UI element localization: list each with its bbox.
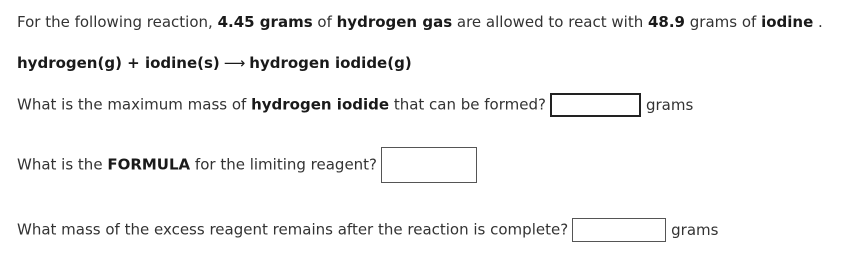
intro-text-mid3: grams of (685, 13, 762, 31)
iodine-mass: 48.9 (647, 13, 685, 31)
excess-mass-input[interactable] (572, 218, 666, 242)
reaction-equation (17, 53, 412, 73)
max-mass-input[interactable] (550, 93, 641, 117)
q2-text-post: for the limiting reagent? (190, 155, 378, 174)
reaction-arrow-icon: ⟶ (223, 54, 246, 72)
q1-text-bold: hydrogen iodide (251, 95, 390, 114)
question-max-mass (17, 93, 693, 117)
q1-unit-label: grams (645, 96, 694, 114)
q1-text-post: that can be formed? (389, 95, 546, 114)
intro-text-mid2: are allowed to react with (452, 13, 648, 31)
question-excess-mass (17, 218, 718, 242)
intro-text-mid1: of (312, 13, 337, 31)
problem-statement (17, 12, 823, 32)
hydrogen-mass: 4.45 grams (217, 13, 313, 31)
iodine-name: iodine (761, 13, 814, 31)
limiting-reagent-formula-input[interactable] (381, 147, 477, 183)
intro-text-pre: For the following reaction, (17, 13, 218, 31)
intro-text-post: . (813, 13, 823, 31)
q2-text-pre: What is the (17, 155, 108, 174)
question-limiting-reagent (17, 147, 477, 183)
q3-text: What mass of the excess reagent remains after the reaction is complete? (17, 220, 569, 239)
q3-unit-label: grams (671, 221, 719, 239)
equation-reactants: hydrogen(g) + iodine(s) (17, 54, 220, 72)
q1-text-pre: What is the maximum mass of (17, 95, 252, 114)
equation-product: hydrogen iodide(g) (249, 54, 412, 72)
hydrogen-name: hydrogen gas (336, 13, 453, 31)
q2-text-bold: FORMULA (107, 155, 191, 174)
